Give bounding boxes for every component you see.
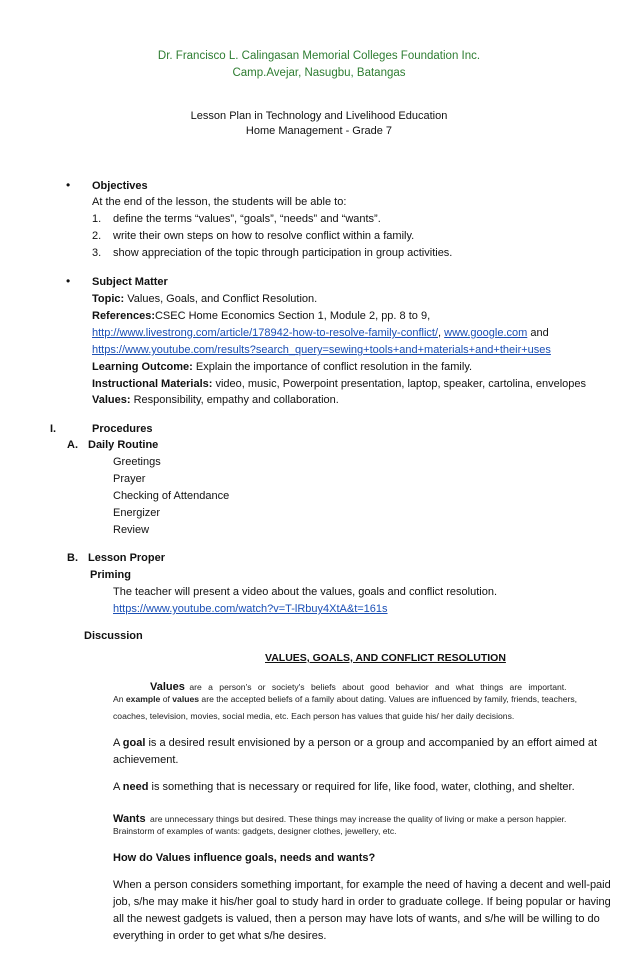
wants-definition: are unnecessary things but desired. These things may increase the quality of living or make a person happier. [150, 814, 567, 824]
discussion-heading: Discussion [84, 630, 143, 642]
need-article: A [113, 781, 120, 793]
learning-outcome-value: Explain the importance of conflict resolution in the family. [195, 361, 473, 373]
topic-value: Values, Goals, and Conflict Resolution. [127, 293, 318, 305]
example-term: example [125, 694, 161, 704]
routine-item: Checking of Attendance [113, 490, 230, 502]
goal-article: A [113, 737, 120, 749]
routine-item: Prayer [113, 473, 146, 485]
objective-item: write their own steps on how to resolve conflict within a family. [113, 230, 415, 242]
influence-paragraph-line: everything in order to get what s/he desires. [113, 930, 327, 942]
goal-definition-line-1 [113, 737, 597, 749]
wants-definition-line-2: Brainstorm of examples of wants: gadgets, designer clothes, jewellery, etc. [113, 826, 397, 836]
values-definition: are a person's or society's beliefs about good behavior and what things are important. [189, 682, 567, 692]
priming-text: The teacher will present a video about the values, goals and conflict resolution. [113, 586, 498, 598]
wants-definition-line-1 [113, 809, 566, 827]
reference-link-livestrong[interactable]: http://www.livestrong.com/article/178942-how-to-resolve-family-conflict/ [92, 327, 439, 339]
objectives-bullet: • [66, 178, 71, 192]
reference-link-google[interactable]: www.google.com [444, 327, 528, 339]
learning-outcome-line [92, 361, 472, 373]
example-values-term: values [172, 694, 200, 704]
objective-number: 3. [92, 247, 102, 259]
objectives-heading: Objectives [92, 180, 148, 192]
school-address: Camp.Avejar, Nasugbu, Batangas [232, 67, 406, 79]
example-of: of [162, 694, 170, 704]
values-influence-question: How do Values influence goals, needs and wants? [113, 852, 376, 864]
materials-line [92, 378, 586, 390]
materials-value: video, music, Powerpoint presentation, laptop, speaker, cartolina, envelopes [215, 378, 587, 390]
need-definition: is something that is necessary or required for life, like food, water, clothing, and shelter. [151, 781, 575, 793]
materials-label: Instructional Materials: [92, 378, 213, 390]
topic-line [92, 293, 317, 305]
reference-link-youtube[interactable]: https://www.youtube.com/results?search_query=sewing+tools+and+materials+and+their+uses [92, 344, 551, 356]
comma: , [438, 327, 442, 339]
influence-paragraph-line: When a person considers something important, for example the need of having a decent and well-paid [113, 879, 611, 891]
priming-link-line [113, 603, 388, 615]
procedures-heading: Procedures [92, 423, 153, 435]
references-value: CSEC Home Economics Section 1, Module 2, pp. 8 to 9, [154, 310, 431, 322]
and-text: and [530, 327, 549, 339]
values-term: Values [150, 681, 185, 693]
influence-paragraph-line: job, s/he may make it his/her goal to study hard in order to graduate college. If being popular or having [113, 896, 611, 908]
references-label: References: [92, 310, 155, 322]
goal-definition-line-2: achievement. [113, 754, 179, 766]
discussion-title: VALUES, GOALS, AND CONFLICT RESOLUTION [265, 652, 506, 664]
values-example-line-2: coaches, television, movies, social media, etc. Each person has values that guide his/ her daily decisions. [113, 711, 515, 721]
learning-outcome-label: Learning Outcome: [92, 361, 193, 373]
routine-item: Energizer [113, 507, 161, 519]
goal-definition: is a desired result envisioned by a person or a group and accompanied by an effort aimed at [148, 737, 598, 749]
objectives-intro: At the end of the lesson, the students will be able to: [92, 196, 347, 208]
topic-label: Topic: [92, 293, 125, 305]
goal-term: goal [122, 737, 146, 749]
example-an: An [113, 694, 124, 704]
objective-number: 2. [92, 230, 102, 242]
subject-matter-bullet: • [66, 274, 71, 288]
priming-heading: Priming [90, 569, 131, 581]
objective-item: define the terms “values”, “goals”, “needs” and “wants”. [113, 213, 381, 225]
objective-number: 1. [92, 213, 102, 225]
references-line [92, 310, 430, 322]
values-value: Responsibility, empathy and collaboration. [133, 394, 339, 406]
references-youtube-line [92, 344, 551, 356]
values-label: Values: [92, 394, 131, 406]
daily-routine-heading: Daily Routine [88, 439, 159, 451]
subject-matter-heading: Subject Matter [92, 276, 168, 288]
need-term: need [122, 781, 149, 793]
references-links-line [92, 327, 549, 339]
values-line [92, 394, 339, 406]
values-example-line-1 [113, 694, 577, 704]
example-rest: are the accepted beliefs of a family about dating. Values are influenced by family, friends, teachers, [201, 694, 578, 704]
need-definition-line [113, 781, 575, 793]
wants-term: Wants [113, 813, 146, 825]
routine-item: Greetings [113, 456, 161, 468]
procedures-numeral: I. [50, 423, 57, 435]
lesson-proper-heading: Lesson Proper [88, 552, 166, 564]
daily-routine-letter: A. [67, 439, 78, 451]
influence-paragraph-line: all the newest gadgets is valued, then a person may have lots of wants, and s/he will be willing to do [113, 913, 600, 925]
priming-video-link[interactable]: https://www.youtube.com/watch?v=T-lRbuy4XtA&t=161s [113, 603, 388, 615]
values-definition-line [150, 677, 567, 695]
routine-item: Review [113, 524, 150, 536]
school-name: Dr. Francisco L. Calingasan Memorial Colleges Foundation Inc. [157, 50, 481, 62]
objective-item: show appreciation of the topic through participation in group activities. [113, 247, 453, 259]
lesson-plan-subtitle: Home Management - Grade 7 [245, 125, 393, 137]
lesson-plan-title: Lesson Plan in Technology and Livelihood Education [190, 110, 448, 122]
lesson-proper-letter: B. [67, 552, 78, 564]
